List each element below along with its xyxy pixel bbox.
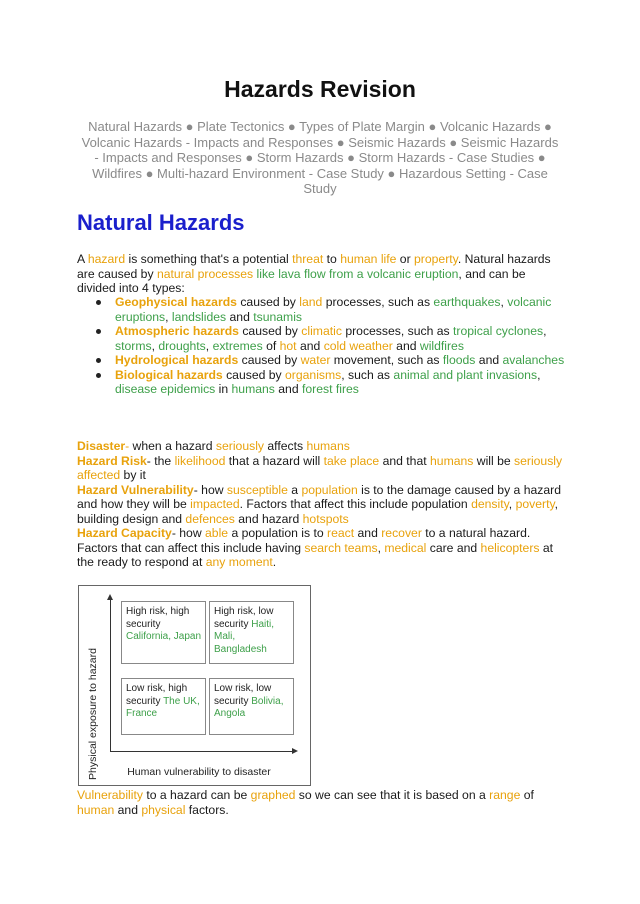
hazard-types-list bbox=[77, 295, 565, 397]
page-title: Hazards Revision bbox=[224, 76, 416, 102]
y-axis-arrow bbox=[107, 594, 113, 600]
matrix-cell-low-risk-low-security: Low risk, low security Bolivia, Angola bbox=[209, 678, 294, 735]
y-axis-label: Physical exposure to hazard bbox=[87, 648, 99, 780]
list-item-biological: Biological hazards caused by organisms, such as animal and plant invasions, disease epidemics in humans and forest fires bbox=[77, 368, 565, 397]
definition-hazard-risk: Hazard Risk- the likelihood that a hazard will take place and that humans will be seriously affected by it bbox=[77, 453, 563, 482]
section-heading: Natural Hazards bbox=[77, 210, 245, 235]
risk-matrix-diagram bbox=[78, 585, 311, 786]
list-item-geophysical: Geophysical hazards caused by land processes, such as earthquakes, volcanic eruptions, landslides and tsunamis bbox=[77, 295, 565, 324]
matrix-cell-high-risk-low-security: High risk, low security Haiti, Mali, Bangladesh bbox=[209, 601, 294, 664]
definition-hazard-capacity: Hazard Capacity- how able a population is to react and recover to a natural hazard. Factors that can affect this include having search teams, medical care and helicopters at the ready to respond at any moment. bbox=[77, 526, 554, 569]
diagram-caption: Vulnerability to a hazard can be graphed so we can see that it is based on a range of human and physical factors. bbox=[77, 788, 534, 817]
x-axis-arrow bbox=[292, 748, 298, 754]
definition-hazard-vulnerability: Hazard Vulnerability- how susceptible a population is to the damage caused by a hazard and how they will be impacted. Factors that affect this include population density, poverty, building design and defences and hazard hotspots bbox=[77, 482, 561, 526]
intro-paragraph: A hazard is something that's a potential threat to human life or property. Natural hazards are caused by natural processes like lava flow from a volcanic eruption, and can be divided into 4 types: bbox=[77, 252, 551, 295]
y-axis-line bbox=[110, 598, 111, 752]
matrix-cell-high-risk-high-security: High risk, high security California, Japan bbox=[121, 601, 206, 664]
x-axis-line bbox=[110, 751, 293, 752]
definitions-block bbox=[77, 439, 565, 570]
definition-disaster: Disaster- when a hazard seriously affects humans bbox=[77, 439, 350, 453]
topic-list: Natural Hazards ● Plate Tectonics ● Types of Plate Margin ● Volcanic Hazards ● Volcanic Hazards - Impacts and Responses ● Seismic Hazards ● Seismic Hazards - Impacts and Responses ● Storm Hazards ● Storm Hazards - Case Studies ● Wildfires ● Multi-hazard Environment - Case Study ● Hazardous Setting - Case Study bbox=[81, 119, 559, 197]
list-item-atmospheric: Atmospheric hazards caused by climatic processes, such as tropical cyclones, storms, droughts, extremes of hot and cold weather and wildfires bbox=[77, 324, 565, 353]
matrix-cell-low-risk-high-security: Low risk, high security The UK, France bbox=[121, 678, 206, 735]
x-axis-label: Human vulnerability to disaster bbox=[127, 766, 271, 778]
list-item-hydrological: Hydrological hazards caused by water movement, such as floods and avalanches bbox=[77, 353, 565, 368]
